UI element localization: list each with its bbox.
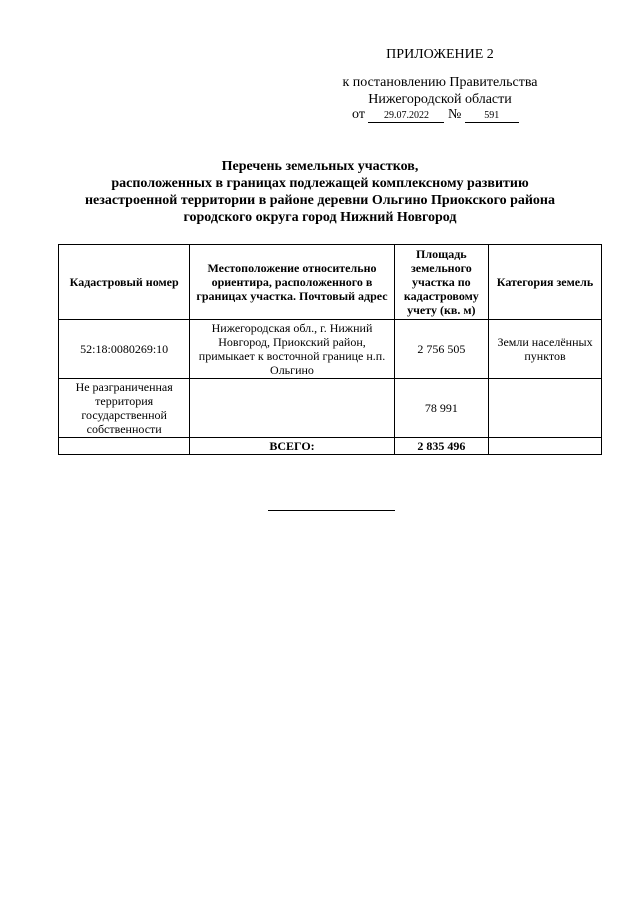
decree-date: 29.07.2022 [368,110,444,123]
closing-line-divider [268,510,395,511]
title-line-1: Перечень земельных участков, [221,159,419,174]
cell-area: 78 991 [394,379,488,438]
table-row [59,379,602,438]
title-line-2: расположенных в границах подлежащей комплексному развитию [111,176,529,191]
decree-reference-line1: к постановлению Правительства [342,75,538,90]
total-empty-cell [59,438,190,455]
decree-date-number-line [352,106,519,123]
appendix-title: ПРИЛОЖЕНИЕ 2 [386,47,494,62]
total-label: ВСЕГО: [190,438,394,455]
total-value: 2 835 496 [394,438,488,455]
document-title [40,158,600,226]
table-total-row [59,438,602,455]
land-plots-table [58,244,602,455]
title-line-4: городского округа город Нижний Новгород [183,210,457,225]
cell-land-category: Земли населённых пунктов [489,320,602,379]
total-empty-cell [489,438,602,455]
cell-cadastral-number: 52:18:0080269:10 [59,320,190,379]
cell-land-category [489,379,602,438]
from-label: от [352,107,365,122]
cell-cadastral-number: Не разграниченная территория государственной собственности [59,379,190,438]
header-area: Площадь земельного участка по кадастровому учету (кв. м) [394,245,488,320]
cell-location: Нижегородская обл., г. Нижний Новгород, Приокский район, примыкает к восточной границе н.п. Ольгино [190,320,394,379]
table-header-row [59,245,602,320]
header-cadastral-number: Кадастровый номер [59,245,190,320]
cell-location [190,379,394,438]
header-location: Местоположение относительно ориентира, расположенного в границах участка. Почтовый адрес [190,245,394,320]
decree-number: 591 [465,110,519,123]
cell-area: 2 756 505 [394,320,488,379]
table-row [59,320,602,379]
header-land-category: Категория земель [489,245,602,320]
number-sign: № [447,107,462,122]
decree-reference-line2: Нижегородской области [368,92,512,107]
title-line-3: незастроенной территории в районе деревни Ольгино Приокского района [84,193,555,208]
